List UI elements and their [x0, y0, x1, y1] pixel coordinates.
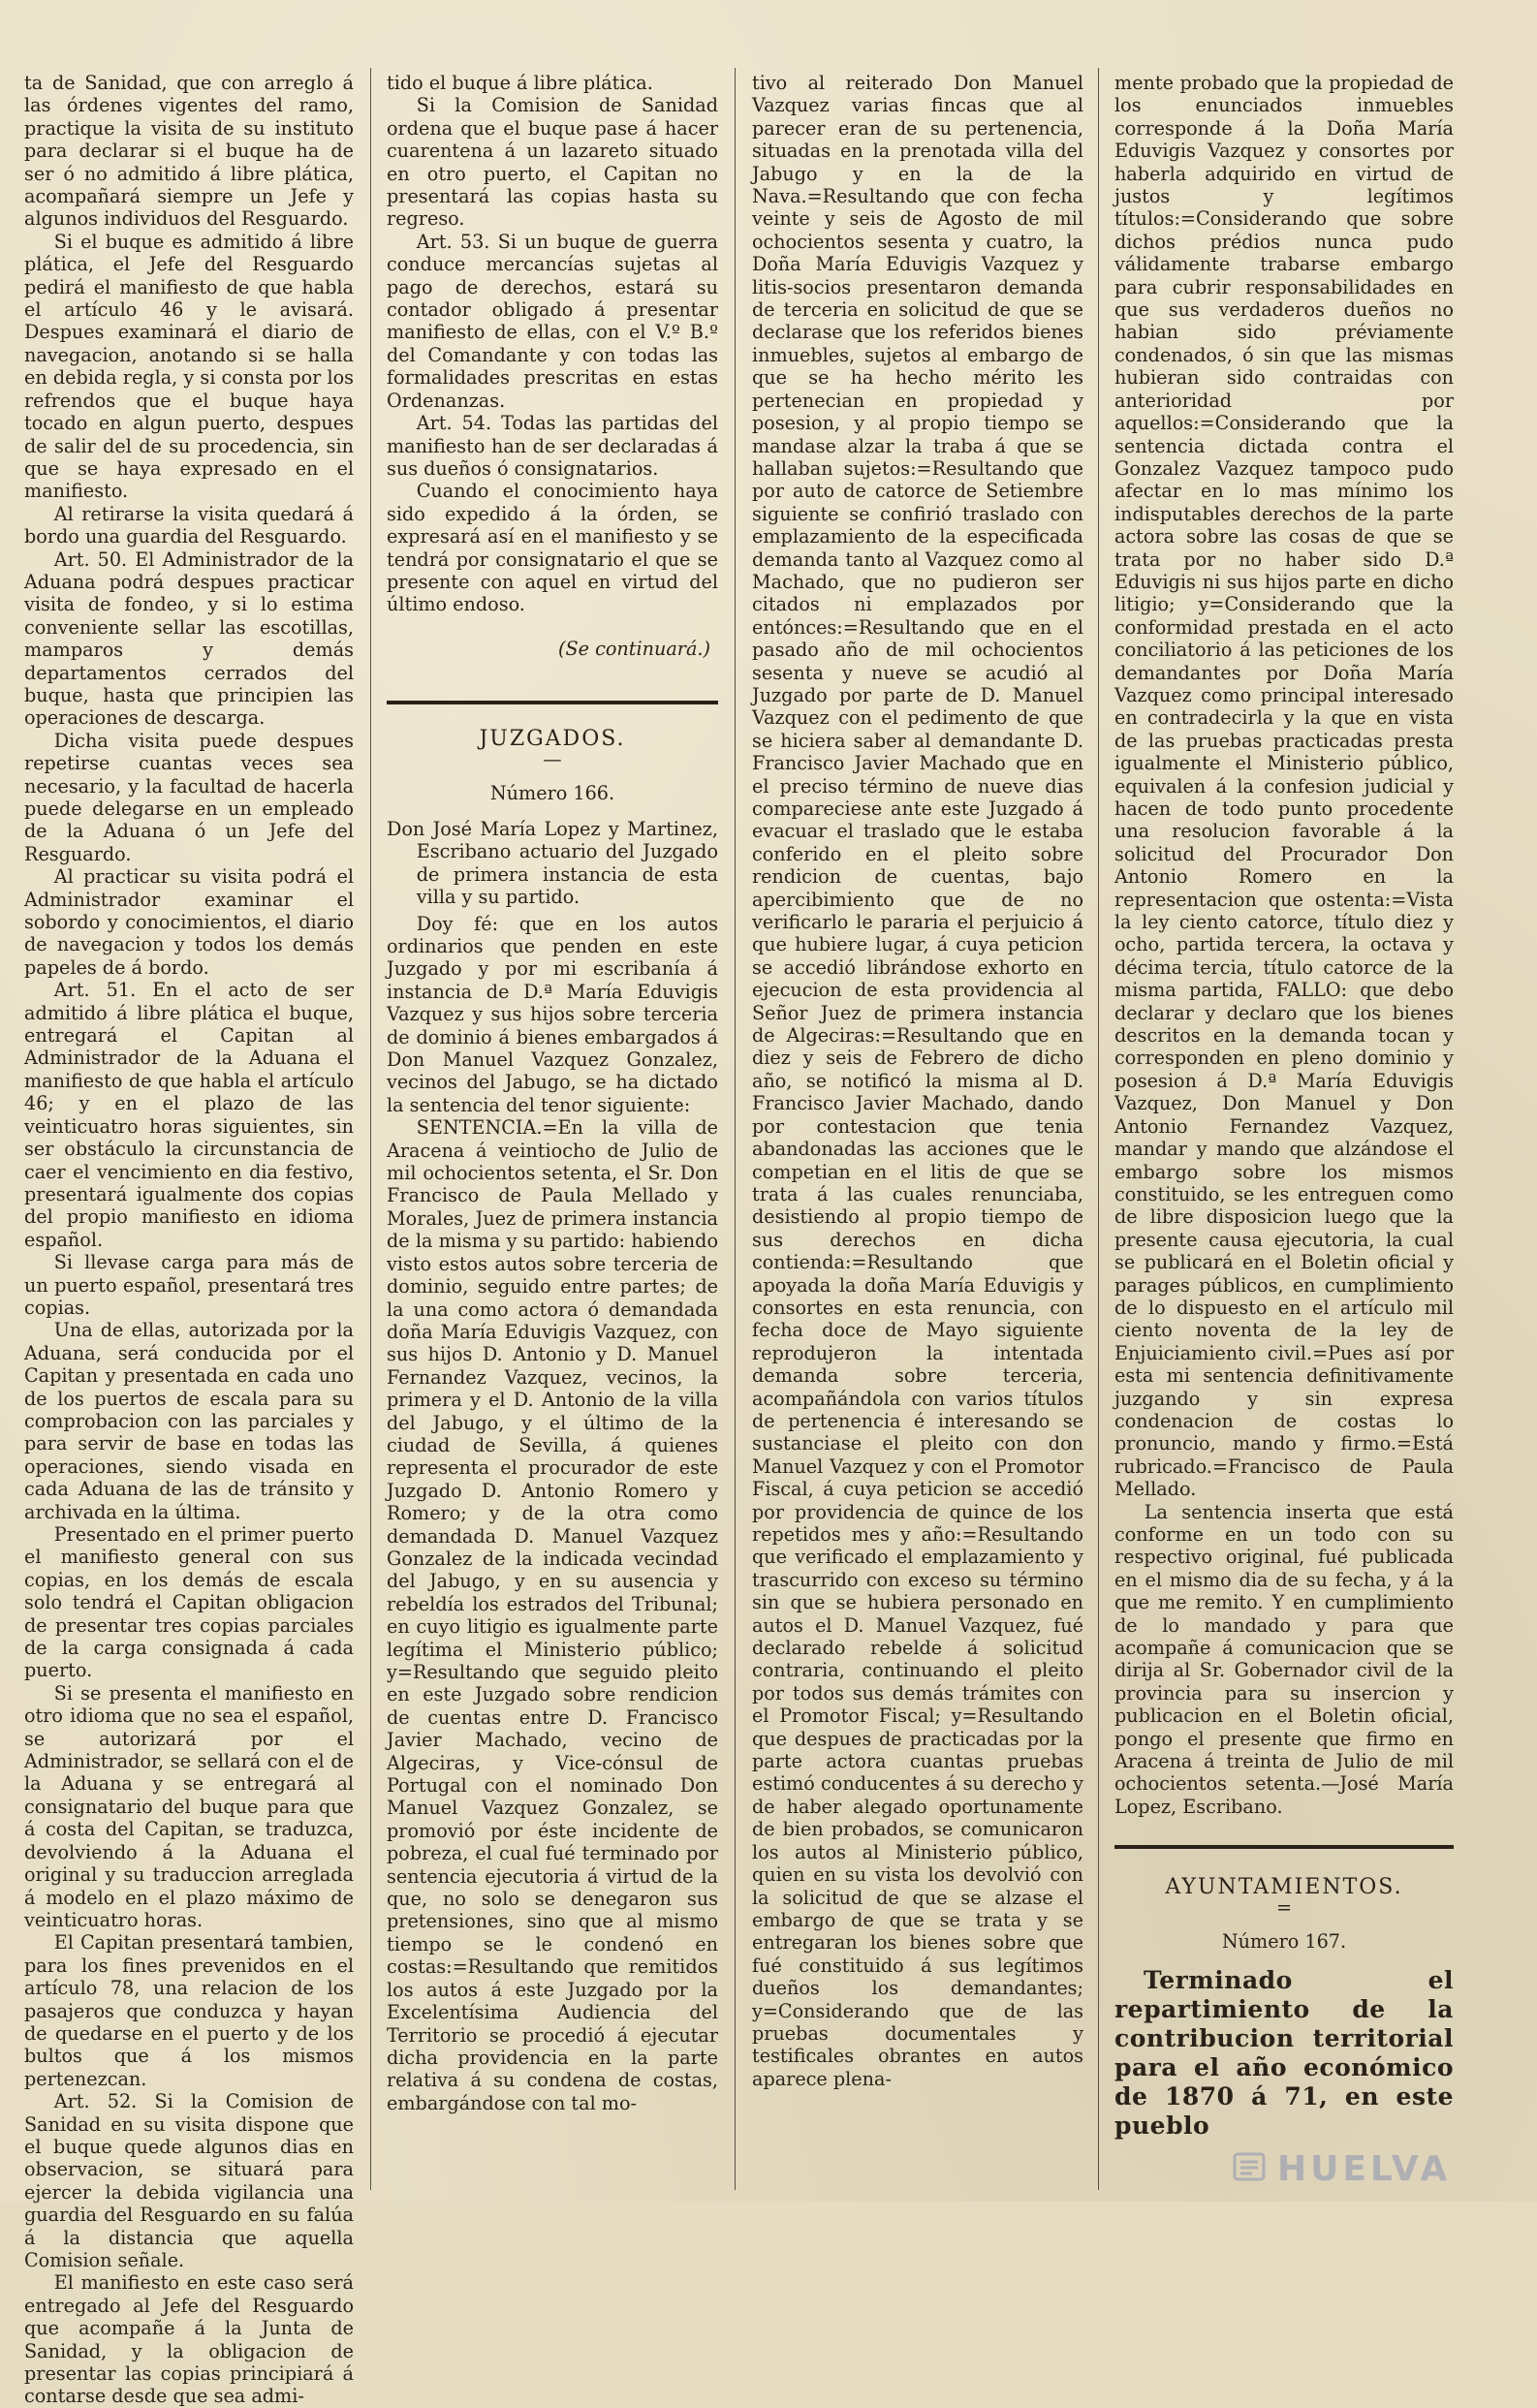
- paragraph: tivo al reiterado Don Manuel Vazquez varias fincas que al parecer eran de su pertenencia, situadas en la prenotada villa del Jabugo y en la de la Nava.=Resultando que con fecha veinte y seis de Agosto de mil ochocientos sesenta y cuatro, la Doña María Eduvigis Vazquez y litis-socios presentaron demanda de terceria en solicitud de que se declarase que los referidos bienes inmuebles, sujetos al embargo de que se ha hecho mérito les pertenecian en propiedad y posesion, y al propio tiempo se mandase alzar la traba á que se hallaban sujetos:=Resultando que por auto de catorce de Setiembre siguiente se confirió traslado con emplazamiento de la especificada demanda tanto al Vazquez como al Machado, que no pudieron ser citados ni emplazados por entónces:=Resultando que en el pasado año de mil ochocientos sesenta y nueve se acudió al Juzgado por parte de D. Manuel Vazquez con el pedimento de que se hiciera saber al demandante D. Francisco Javier Machado que en el preciso término de nueve dias compareciese ante este Juzgado á evacuar el traslado que le estaba conferido en el pleito sobre rendicion de cuentas, bajo apercibimiento que de no verificarlo le pararia el perjuicio á que hubiere lugar, á cuya peticion se accedió librándose exhorto en ejecucion de esta providencia al Señor Juez de primera instancia de Algeciras:=Resultando que en diez y seis de Febrero de dicho año, se notificó la misma al D. Francisco Javier Machado, dando por contestacion que tenia abandonadas las acciones que le competian en el litis de que se trata á las cuales renunciaba, desistiendo al propio tiempo de sus derechos en dicha contienda:=Resultando que apoyada la doña María Eduvigis y consortes en esta renuncia, con fecha doce de Mayo siguiente reprodujeron la intentada demanda sobre terceria, acompañándola con varios títulos de pertenencia é interesando se sustanciase el pleito con don Manuel Vazquez y con el Promotor Fiscal, á cuya peticion se accedió por providencia de quince de los repetidos mes y año:=Resultando que verificado el emplazamiento y trascurrido con exceso su término sin que se hubiera personado en autos el D. Manuel Vazquez, fué declarado rebelde á solicitud contraria, continuando el pleito por todos sus demás trámites con el Promotor Fiscal; y=Resultando que despues de practicadas por la parte actora cuantas pruebas estimó conducentes á su derecho y de haber alegado oportunamente de bien probados, se comunicaron los autos al Ministerio público, quien en su vista los devolvió con la solicitud de que se alzase el embargo de que se trata y se entregaran los bienes sobre que fué constituido á sus legítimos dueños los demandantes; y=Considerando que de las pruebas documentales y testificales obrantes en autos aparece plena-: [752, 72, 1083, 2090]
- paragraph: Una de ellas, autorizada por la Aduana, será conducida por el Capitan y presentada en cada uno de los puertos de escala para su comprobacion con las parciales y para servir de base en todas las operaciones, siendo visada en cada Aduana de las de tránsito y archivada en la última.: [24, 1319, 354, 1523]
- notice-headline: Terminado el repartimiento de la contribucion territorial para el año económico de 1870 á 71, en este pueblo: [1114, 1966, 1454, 2141]
- paragraph: El Capitan presentará tambien, para los fines prevenidos en el artículo 78, una relacion de los pasajeros que conduzca y hayan de quedarse en el puerto y de los bultos que á los mismos pertenezcan.: [24, 1931, 354, 2090]
- column-rule: [1098, 68, 1099, 2190]
- paragraph: Art. 53. Si un buque de guerra conduce mercancías sujetas al pago de derechos, estará su contador obligado á presentar manifiesto de ellas, con el V.º B.º del Comandante y con todas las formalidades prescritas en estas Ordenanzas.: [387, 230, 718, 412]
- paragraph: La sentencia inserta que está conforme en un todo con su respectivo original, fué publicada en el mismo dia de su fecha, y á la que me remito. Y en cumplimiento de lo mandado y para que acompañe á comunicacion que se dirija al Sr. Gobernador civil de la provincia para su insercion y publicacion en el Boletin oficial, pongo el presente que firmo en Aracena á treinta de Julio de mil ochocientos setenta.—José María Lopez, Escribano.: [1114, 1500, 1454, 1818]
- paragraph: Cuando el conocimiento haya sido expedido á la órden, se expresará así en el manifiesto y se tendrá por consignatario el que se presente con aquel en virtud del último endoso.: [387, 480, 718, 616]
- paragraph: Art. 52. Si la Comision de Sanidad en su visita dispone que el buque quede algunos dias en observacion, se situará para ejercer la debida vigilancia una guardia del Resguardo en su falúa á la distancia que aquella Comision señale.: [24, 2090, 354, 2271]
- continuation-note: (Se continuará.): [558, 637, 710, 660]
- paragraph: Si la Comision de Sanidad ordena que el buque pase á hacer cuarentena á un lazareto situado en otro puerto, el Capitan no presentará las copias hasta su regreso.: [387, 94, 718, 231]
- section-divider: [1114, 1845, 1454, 1849]
- section-title-juzgados: JUZGADOS.: [479, 727, 626, 752]
- paragraph: Si llevase carga para más de un puerto español, presentará tres copias.: [24, 1251, 354, 1319]
- paragraph: SENTENCIA.=En la villa de Aracena á veintiocho de Julio de mil ochocientos setenta, el Sr. Don Francisco de Paula Mellado y Morales, Juez de primera instancia de la misma y su partido: habiendo visto estos autos sobre terceria de dominio, seguido entre partes; de la una como actora ó demandada doña María Eduvigis Vazquez, con sus hijos D. Antonio y D. Manuel Fernandez Vazquez, vecinos, la primera y el D. Antonio de la villa del Jabugo, y el último de la ciudad de Sevilla, á quienes representa el procurador de este Juzgado D. Antonio Romero y Romero; y de la otra como demandada D. Manuel Vazquez Gonzalez de la indicada vecindad del Jabugo, y en su ausencia y rebeldía los estrados del Tribunal; en cuyo litigio es igualmente parte legítima el Ministerio público; y=Resultando que seguido pleito en este Juzgado sobre rendicion de cuentas entre D. Francisco Javier Machado, vecino de Algeciras, y Vice-cónsul de Portugal con el nominado Don Manuel Vazquez Gonzalez, se promovió por éste incidente de pobreza, el cual fué terminado por sentencia ejecutoria á virtud de la que, no solo se denegaron sus pretensiones, sino que al mismo tiempo se le condenó en costas:=Resultando que remitidos los autos á este Juzgado por la Excelentísima Audiencia del Territorio se procedió á ejecutar dicha providencia en la parte relativa á su condena de costas, embargándose con tal mo-: [387, 1116, 718, 2114]
- paragraph: Al practicar su visita podrá el Administrador examinar el sobordo y conocimientos, el diario de navegacion y todos los demás papeles de á bordo.: [24, 865, 354, 979]
- notice-header: Don José María Lopez y Martinez, Escribano actuario del Juzgado de primera instancia de esta villa y su partido.: [387, 817, 718, 909]
- section-title-ayuntamientos: AYUNTAMIENTOS.: [1165, 1875, 1403, 1900]
- paragraph: Art. 54. Todas las partidas del manifiesto han de ser declaradas á sus dueños ó consignatarios.: [387, 412, 718, 480]
- column-2: [387, 72, 718, 2184]
- paragraph: El manifiesto en este caso será entregado al Jefe del Resguardo que acompañe á la Junta de Sanidad, y la obligacion de presentar las copias principiará á contarse desde que sea admi-: [24, 2271, 354, 2408]
- paragraph: Si se presenta el manifiesto en otro idioma que no sea el español, se autorizará por el Administrador, se sellará con el de la Aduana y se entregará al consignatario del buque para que á costa del Capitan, se traduzca, devolviendo á la Aduana el original y su traduccion arreglada á modelo en el plazo máximo de veinticuatro horas.: [24, 1681, 354, 1931]
- section-dash: —: [543, 747, 562, 770]
- section-divider: [387, 701, 718, 704]
- column-rule: [735, 68, 736, 2190]
- paragraph: Al retirarse la visita quedará á bordo una guardia del Resguardo.: [24, 502, 354, 548]
- notice-number: Número 166.: [489, 781, 615, 804]
- paragraph: ta de Sanidad, que con arreglo á las órdenes vigentes del ramo, practique la visita de su instituto para declarar si el buque ha de ser ó no admitido á libre plática, acompañará siempre un Jefe y algunos individuos del Resguardo.: [24, 72, 354, 231]
- paragraph: Art. 51. En el acto de ser admitido á libre plática el buque, entregará el Capitan al Administrador de la Aduana el manifiesto de que habla el artículo 46; y en el plazo de las veinticuatro horas siguientes, sin ser obstáculo la circunstancia de caer el vencimiento en dia festivo, presentará igualmente dos copias del propio manifiesto en idioma español.: [24, 979, 354, 1251]
- section-dash: =: [1275, 1895, 1293, 1919]
- paragraph: Presentado en el primer puerto el manifiesto general con sus copias, en los demás de escala solo tendrá el Capitan obligacion de presentar tres copias parciales de la carga consignada á cada puerto.: [24, 1523, 354, 1682]
- archive-watermark: HUELVA: [1277, 2149, 1452, 2189]
- column-rule: [370, 68, 371, 2190]
- column-1: [24, 72, 354, 2408]
- paragraph: Art. 50. El Administrador de la Aduana podrá despues practicar visita de fondeo, y si lo estima conveniente sellar las escotillas, mamparos y demás departamentos cerrados del buque, hasta que principien las operaciones de descarga.: [24, 547, 354, 730]
- paragraph: tido el buque á libre plática.: [387, 72, 653, 94]
- paragraph: mente probado que la propiedad de los enunciados inmuebles corresponde á la Doña María Eduvigis Vazquez y consortes por haberla adquirido en virtud de justos y legítimos títulos:=Considerando que sobre dichos prédios nunca pudo válidamente trabarse embargo para cubrir responsabilidades en que sus verdaderos dueños no habian sido préviamente condenados, ó sin que las mismas hubieran sido contraidas con anterioridad por aquellos:=Considerando que la sentencia dictada contra el Gonzalez Vazquez tampoco pudo afectar en lo mas mínimo los indisputables derechos de la parte actora sobre las cosas de que se trata por no haber sido D.ª Eduvigis ni sus hijos parte en dicho litigio; y=Considerando que la conformidad prestada en el acto conciliatorio á las peticiones de los demandantes por Doña María Vazquez como principal interesado en contradecirla y la que en vista de las pruebas practicadas presta igualmente el Ministerio público, equivalen á la confesion judicial y hacen de todo punto procedente una resolucion favorable á la solicitud del Procurador Don Antonio Romero en la representacion que ostenta:=Vista la ley ciento catorce, título diez y ocho, partida tercera, la octava y décima tercia, título catorce de la misma partida, FALLO: que debo declarar y declaro que los bienes descritos en la demanda tocan y corresponden en pleno dominio y posesion á D.ª María Eduvigis Vazquez, Don Manuel y Don Antonio Fernandez Vazquez, mandar y mando que alzándose el embargo sobre los mismos constituido, se les entreguen como de libre disposicion luego que la presente causa ejecutoria, la cual se publicará en el Boletin oficial y parages públicos, en cumplimiento de lo dispuesto en el artículo mil ciento noventa de la ley de Enjuiciamiento civil.=Pues así por esta mi sentencia definitivamente juzgando y sin expresa condenacion de costas lo pronuncio, mando y firmo.=Está rubricado.=Francisco de Paula Mellado.: [1114, 72, 1454, 1501]
- paragraph: Doy fé: que en los autos ordinarios que penden en este Juzgado y por mi escribanía á instancia de D.ª María Eduvigis Vazquez y sus hijos sobre terceria de dominio á bienes embargados á Don Manuel Vazquez Gonzalez, vecinos del Jabugo, se ha dictado la sentencia del tenor siguiente:: [387, 912, 718, 1116]
- notice-number: Número 167.: [1221, 1929, 1347, 1953]
- archive-logo-icon: [1229, 2146, 1270, 2187]
- paragraph: Si el buque es admitido á libre plática, el Jefe del Resguardo pedirá el manifiesto de que habla el artículo 46 y le avisará. Despues examinará el diario de navegacion, anotando si se halla en debida regla, y si consta por los refrendos que el buque haya tocado en algun puerto, despues de salir del de su procedencia, sin que se haya expresado en el manifiesto.: [24, 230, 354, 503]
- column-3: [752, 72, 1083, 2184]
- paragraph: Dicha visita puede despues repetirse cuantas veces sea necesario, y la facultad de hacerla puede delegarse en un empleado de la Aduana ó un Jefe del Resguardo.: [24, 729, 354, 865]
- column-4: [1114, 72, 1454, 2184]
